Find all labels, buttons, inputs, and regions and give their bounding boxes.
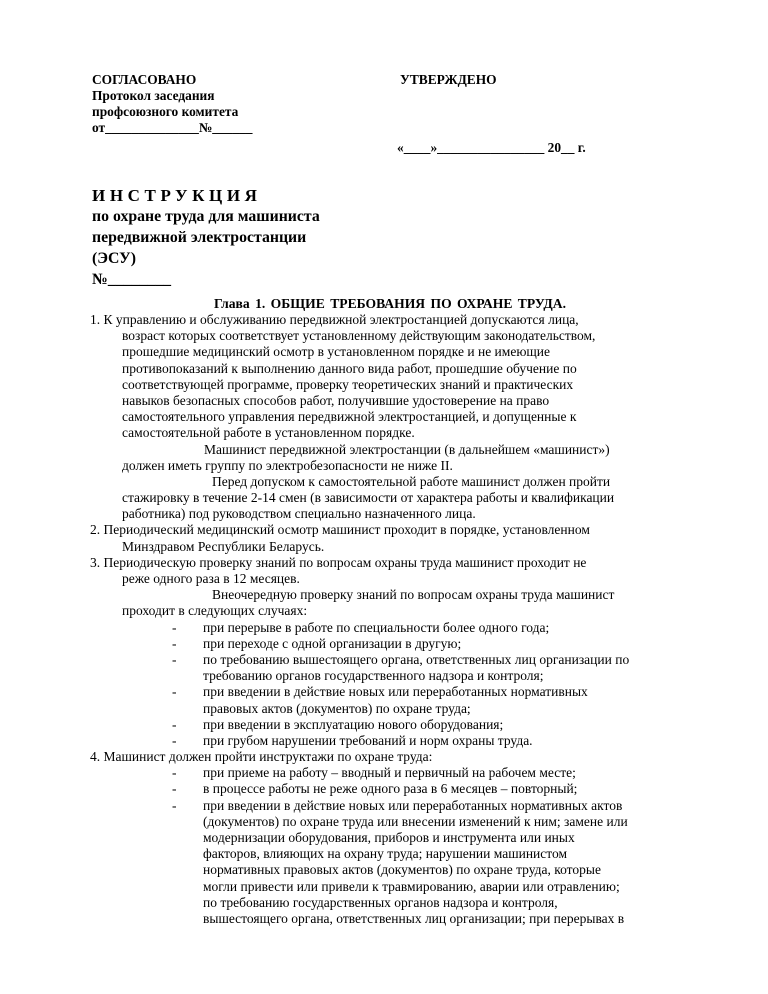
approval-block-agreed [92,72,252,136]
text-line-content: 3. Периодическую проверку знаний по вопросам охраны труда машинист проходит не [90,554,587,570]
text-line [0,765,768,781]
text-line [0,409,768,425]
title-subject-line-2: передвижной электростанции [92,229,307,246]
title-subject-line-1: по охране труда для машиниста [92,208,320,225]
text-line [0,474,768,490]
text-line-content: 4. Машинист должен пройти инструктажи по охране труда: [90,749,433,765]
list-bullet-dash: - [172,684,177,700]
text-line-content: Машинист передвижной электростанции (в дальнейшем «машинист») [204,441,610,457]
text-line-content: стажировку в течение 2-14 смен (в зависимости от характера работы и квалификации [122,490,615,506]
text-line [0,522,768,538]
list-bullet-dash: - [172,765,177,781]
text-line [0,684,768,700]
protocol-number-line: от______________№______ [92,120,253,135]
text-line [0,425,768,441]
text-line-content: при введении в действие новых или переработанных нормативных актов [203,797,623,813]
text-line [0,490,768,506]
text-line-content: реже одного раза в 12 месяцев. [122,571,300,586]
text-line-content: самостоятельной работе в установленном порядке. [122,425,415,441]
protocol-line: Протокол заседания [92,88,215,103]
text-line [0,393,768,409]
text-line [0,798,768,814]
text-line-content: могли привести или привели к травмированию, аварии или отравлению; [203,878,620,894]
text-line [0,895,768,911]
text-line-content: должен иметь группу по электробезопасности не ниже II. [122,457,453,473]
list-bullet-dash: - [172,635,177,651]
list-bullet-dash: - [172,732,177,748]
text-line-content: при приеме на работу – вводный и первичный на рабочем месте; [203,765,576,781]
list-bullet-dash: - [172,619,177,635]
text-line-content: соответствующей программе, проверку теоретических знаний и практических [122,376,574,392]
document-title-block [92,186,320,290]
text-line [0,701,768,717]
text-line [0,458,768,474]
text-line-content: при грубом нарушении требований и норм охраны труда. [203,732,533,748]
text-line-content: прошедшие медицинский осмотр в установленном порядке и не имеющие [122,344,551,360]
text-line-content: проходит в следующих случаях: [122,603,308,619]
text-line [0,328,768,344]
list-bullet-dash: - [172,797,177,813]
text-line [0,911,768,927]
text-line [0,587,768,603]
text-line [0,814,768,830]
chapter-heading: Глава 1. ОБЩИЕ ТРЕБОВАНИЯ ПО ОХРАНЕ ТРУДА. [214,296,566,311]
text-line-content: самостоятельного управления передвижной электростанцией, и допущенные к [122,409,577,425]
document-title: ИНСТРУКЦИЯ [92,186,262,205]
text-line-content: вышестоящего органа, ответственных лиц организации; при перерывах в [203,910,625,926]
text-line-content: 2. Периодический медицинский осмотр машинист проходит в порядке, установленном [90,522,590,538]
text-line-content: (документов) по охране труда или внесении изменений к ним; замене или [203,813,628,829]
committee-line: профсоюзного комитета [92,104,239,119]
text-line-content: навыков безопасных способов работ, получившие удостоверение на право [122,392,550,408]
approved-date-line: «____»________________ 20__ г. [397,140,586,155]
text-line [0,749,768,765]
text-line [0,361,768,377]
text-line-content: при введении в действие новых или переработанных нормативных [203,684,588,700]
text-line [0,377,768,393]
agreed-heading: СОГЛАСОВАНО [92,72,197,87]
text-line [0,846,768,862]
text-line [0,668,768,684]
text-line [0,636,768,652]
text-line-content: при переходе с одной организации в другую; [203,635,462,651]
text-line-content: Минздравом Республики Беларусь. [122,538,325,554]
text-line [0,312,768,328]
text-line-content: возраст которых соответствует установленному действующим законодательством, [122,328,596,344]
text-line-content: Перед допуском к самостоятельной работе машинист должен пройти [212,473,611,489]
text-line-content: при введении в эксплуатацию нового оборудования; [203,716,504,732]
text-line-content: по требованию вышестоящего органа, ответственных лиц организации по [203,651,630,667]
text-line [0,862,768,878]
list-bullet-dash: - [172,781,177,797]
text-line [0,555,768,571]
text-line [0,539,768,555]
text-line-content: Внеочередную проверку знаний по вопросам охраны труда машинист [212,587,615,603]
text-line [0,830,768,846]
text-line-content: требованию органов государственного надзора и контроля; [203,668,544,684]
text-line [0,781,768,797]
text-line-content: по требованию государственных органов надзора и контроля, [203,894,558,910]
text-line [0,571,768,587]
text-line-content: правовых актов (документов) по охране труда; [203,700,471,716]
text-line-content: в процессе работы не реже одного раза в 6 месяцев – повторный; [203,781,578,797]
text-line-content: нормативных правовых актов (документов) по охране труда, которые [203,862,601,878]
list-bullet-dash: - [172,651,177,667]
list-bullet-dash: - [172,716,177,732]
text-line [0,344,768,360]
text-line [0,733,768,749]
approved-heading: УТВЕРЖДЕНО [400,72,497,87]
text-line-content: при перерыве в работе по специальности более одного года; [203,619,550,635]
text-line [0,717,768,733]
text-line-content: факторов, влияющих на охрану труда; нарушении машинистом [203,846,568,862]
text-line [0,652,768,668]
document-body [0,312,768,927]
text-line [0,506,768,522]
text-line-content: модернизации оборудования, приборов и инструмента или иных [203,830,575,845]
text-line-content: противопоказаний к выполнению данного вида работ, прошедшие обучение по [122,360,577,376]
text-line-content: работника) под руководством специально назначенного лица. [122,506,476,522]
text-line [0,442,768,458]
title-subject-line-3: (ЭСУ) [92,250,137,267]
text-line [0,620,768,636]
text-line [0,879,768,895]
text-line [0,603,768,619]
instruction-number: №________ [92,271,172,288]
text-line-content: 1. К управлению и обслуживанию передвижной электростанцией допускаются лица, [90,312,579,327]
